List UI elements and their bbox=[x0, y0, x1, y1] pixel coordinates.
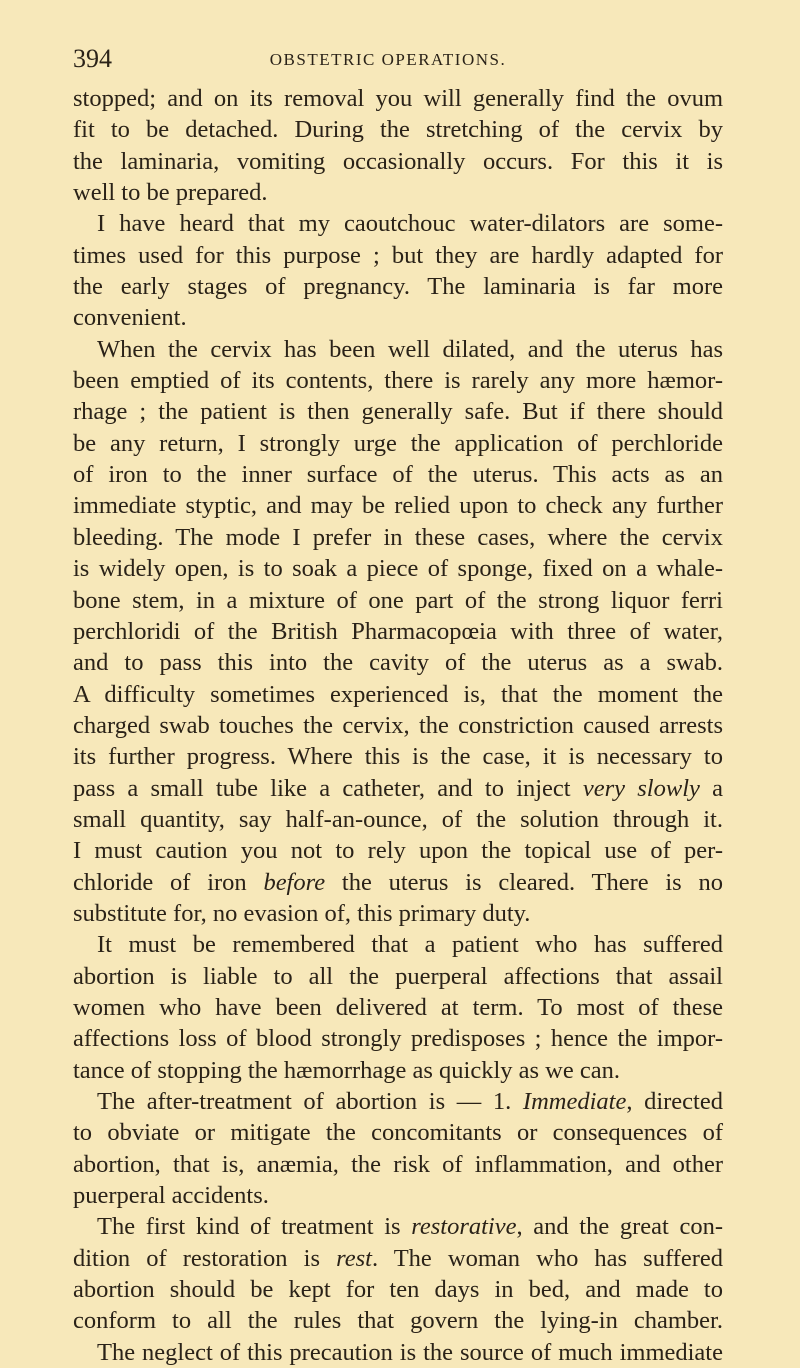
text-line bbox=[73, 679, 723, 710]
text-segment: conform to all the rules that govern the lying-in chamber. bbox=[73, 1307, 723, 1335]
text-segment: charged swab touches the cervix, the constriction caused arrests bbox=[73, 711, 723, 739]
text-segment: women who have been delivered at term. To most of these bbox=[73, 993, 723, 1021]
text-line bbox=[73, 459, 723, 490]
text-line bbox=[73, 773, 723, 804]
text-line bbox=[73, 992, 723, 1023]
text-line bbox=[73, 647, 723, 678]
text-segment: The first kind of treatment is bbox=[97, 1213, 412, 1241]
text-segment: been emptied of its contents, there is rarely any more hæmor- bbox=[73, 367, 723, 395]
text-line bbox=[73, 1211, 723, 1242]
text-segment: abortion is liable to all the puerperal affections that assail bbox=[73, 962, 723, 990]
text-segment: rhage ; the patient is then generally safe. But if there should bbox=[73, 398, 723, 426]
text-segment: bleeding. The mode I prefer in these cases, where the cervix bbox=[73, 523, 723, 551]
text-segment: immediate styptic, and may be relied upon to check any further bbox=[73, 492, 723, 520]
text-segment: is widely open, is to soak a piece of sponge, fixed on a whale- bbox=[73, 555, 723, 583]
text-segment: , directed bbox=[626, 1088, 723, 1115]
text-segment: the uterus is cleared. There is no bbox=[325, 868, 723, 896]
text-line bbox=[73, 490, 723, 521]
text-segment: its further progress. Where this is the case, it is necessary to bbox=[73, 743, 723, 771]
text-segment: the early stages of pregnancy. The laminaria is far more bbox=[73, 273, 723, 301]
text-line bbox=[73, 1117, 723, 1148]
text-line bbox=[73, 177, 723, 208]
text-segment: well to be prepared. bbox=[73, 179, 268, 207]
text-segment: the laminaria, vomiting occasionally occurs. For this it is bbox=[73, 147, 723, 175]
page-header bbox=[73, 44, 723, 78]
page-number: 394 bbox=[73, 44, 112, 73]
text-line bbox=[73, 365, 723, 396]
text-segment: I must caution you not to rely upon the topical use of per- bbox=[73, 837, 723, 865]
text-line bbox=[73, 1274, 723, 1305]
text-line bbox=[73, 146, 723, 177]
body-text bbox=[73, 83, 723, 1368]
text-line bbox=[73, 522, 723, 553]
text-line bbox=[73, 867, 723, 898]
text-line bbox=[73, 616, 723, 647]
text-segment: I have heard that my caoutchouc water-dilators are some- bbox=[97, 210, 723, 238]
text-line bbox=[73, 396, 723, 427]
text-segment: be any return, I strongly urge the application of perchloride bbox=[73, 429, 723, 457]
text-line bbox=[73, 114, 723, 145]
text-segment: A difficulty sometimes experienced is, that the moment the bbox=[73, 680, 723, 708]
text-segment: and to pass this into the cavity of the uterus as a swab. bbox=[73, 649, 723, 677]
text-segment: abortion, that is, anæmia, the risk of inflammation, and other bbox=[73, 1150, 723, 1178]
text-line bbox=[73, 1243, 723, 1274]
text-segment: dition of restoration is bbox=[73, 1244, 337, 1272]
italic-text: very slowly bbox=[582, 774, 700, 802]
text-line bbox=[73, 585, 723, 616]
text-segment: It must be remembered that a patient who has suffered bbox=[97, 931, 723, 959]
text-line bbox=[73, 1337, 723, 1368]
text-line bbox=[73, 428, 723, 459]
text-segment: puerperal accidents. bbox=[73, 1182, 269, 1210]
text-segment: chloride of iron bbox=[73, 868, 264, 896]
text-segment: to obviate or mitigate the concomitants or consequences of bbox=[73, 1119, 723, 1147]
text-segment: small quantity, say half-an-ounce, of the solution through it. bbox=[73, 805, 723, 833]
text-segment: abortion should be kept for ten days in bed, and made to bbox=[73, 1276, 723, 1304]
text-line bbox=[73, 1180, 723, 1211]
text-segment: fit to be detached. During the stretching of the cervix by bbox=[73, 116, 723, 144]
text-segment: , and the great con- bbox=[516, 1213, 723, 1241]
text-line bbox=[73, 804, 723, 835]
text-segment: times used for this purpose ; but they are hardly adapted for bbox=[73, 241, 723, 269]
text-line bbox=[73, 334, 723, 365]
italic-text: restorative bbox=[411, 1213, 517, 1241]
text-segment: stopped; and on its removal you will generally find the ovum bbox=[73, 85, 723, 112]
text-segment: a bbox=[699, 774, 723, 802]
text-line bbox=[73, 835, 723, 866]
text-line bbox=[73, 929, 723, 960]
text-segment: tance of stopping the hæmorrhage as quickly as we can. bbox=[73, 1056, 621, 1084]
italic-text: Immediate bbox=[522, 1088, 627, 1115]
text-line bbox=[73, 240, 723, 271]
text-line bbox=[73, 83, 723, 114]
text-line bbox=[73, 302, 723, 333]
text-segment: The neglect of this precaution is the source of much immediate bbox=[97, 1338, 723, 1366]
text-line bbox=[73, 1086, 723, 1117]
text-line bbox=[73, 553, 723, 584]
text-line bbox=[73, 741, 723, 772]
text-segment: perchloridi of the British Pharmacopœia with three of water, bbox=[73, 617, 723, 645]
text-segment: substitute for, no evasion of, this primary duty. bbox=[73, 899, 531, 927]
running-title: OBSTETRIC OPERATIONS. bbox=[269, 50, 507, 69]
text-line bbox=[73, 208, 723, 239]
text-segment: pass a small tube like a catheter, and to inject bbox=[73, 774, 583, 802]
text-line bbox=[73, 1055, 723, 1086]
text-segment: . The woman who has suffered bbox=[371, 1244, 723, 1272]
text-line bbox=[73, 1149, 723, 1180]
text-line bbox=[73, 1305, 723, 1336]
italic-text: rest bbox=[336, 1244, 372, 1272]
text-line bbox=[73, 271, 723, 302]
text-segment: convenient. bbox=[73, 304, 187, 332]
text-line bbox=[73, 710, 723, 741]
text-line bbox=[73, 1023, 723, 1054]
text-segment: The after-treatment of abortion is — 1. bbox=[97, 1088, 523, 1115]
text-line bbox=[73, 898, 723, 929]
text-segment: bone stem, in a mixture of one part of the strong liquor ferri bbox=[73, 586, 723, 614]
text-segment: When the cervix has been well dilated, and the uterus has bbox=[97, 335, 723, 363]
text-segment: affections loss of blood strongly predisposes ; hence the impor- bbox=[73, 1025, 723, 1053]
text-line bbox=[73, 961, 723, 992]
italic-text: before bbox=[263, 868, 326, 896]
text-segment: of iron to the inner surface of the uterus. This acts as an bbox=[73, 461, 723, 489]
